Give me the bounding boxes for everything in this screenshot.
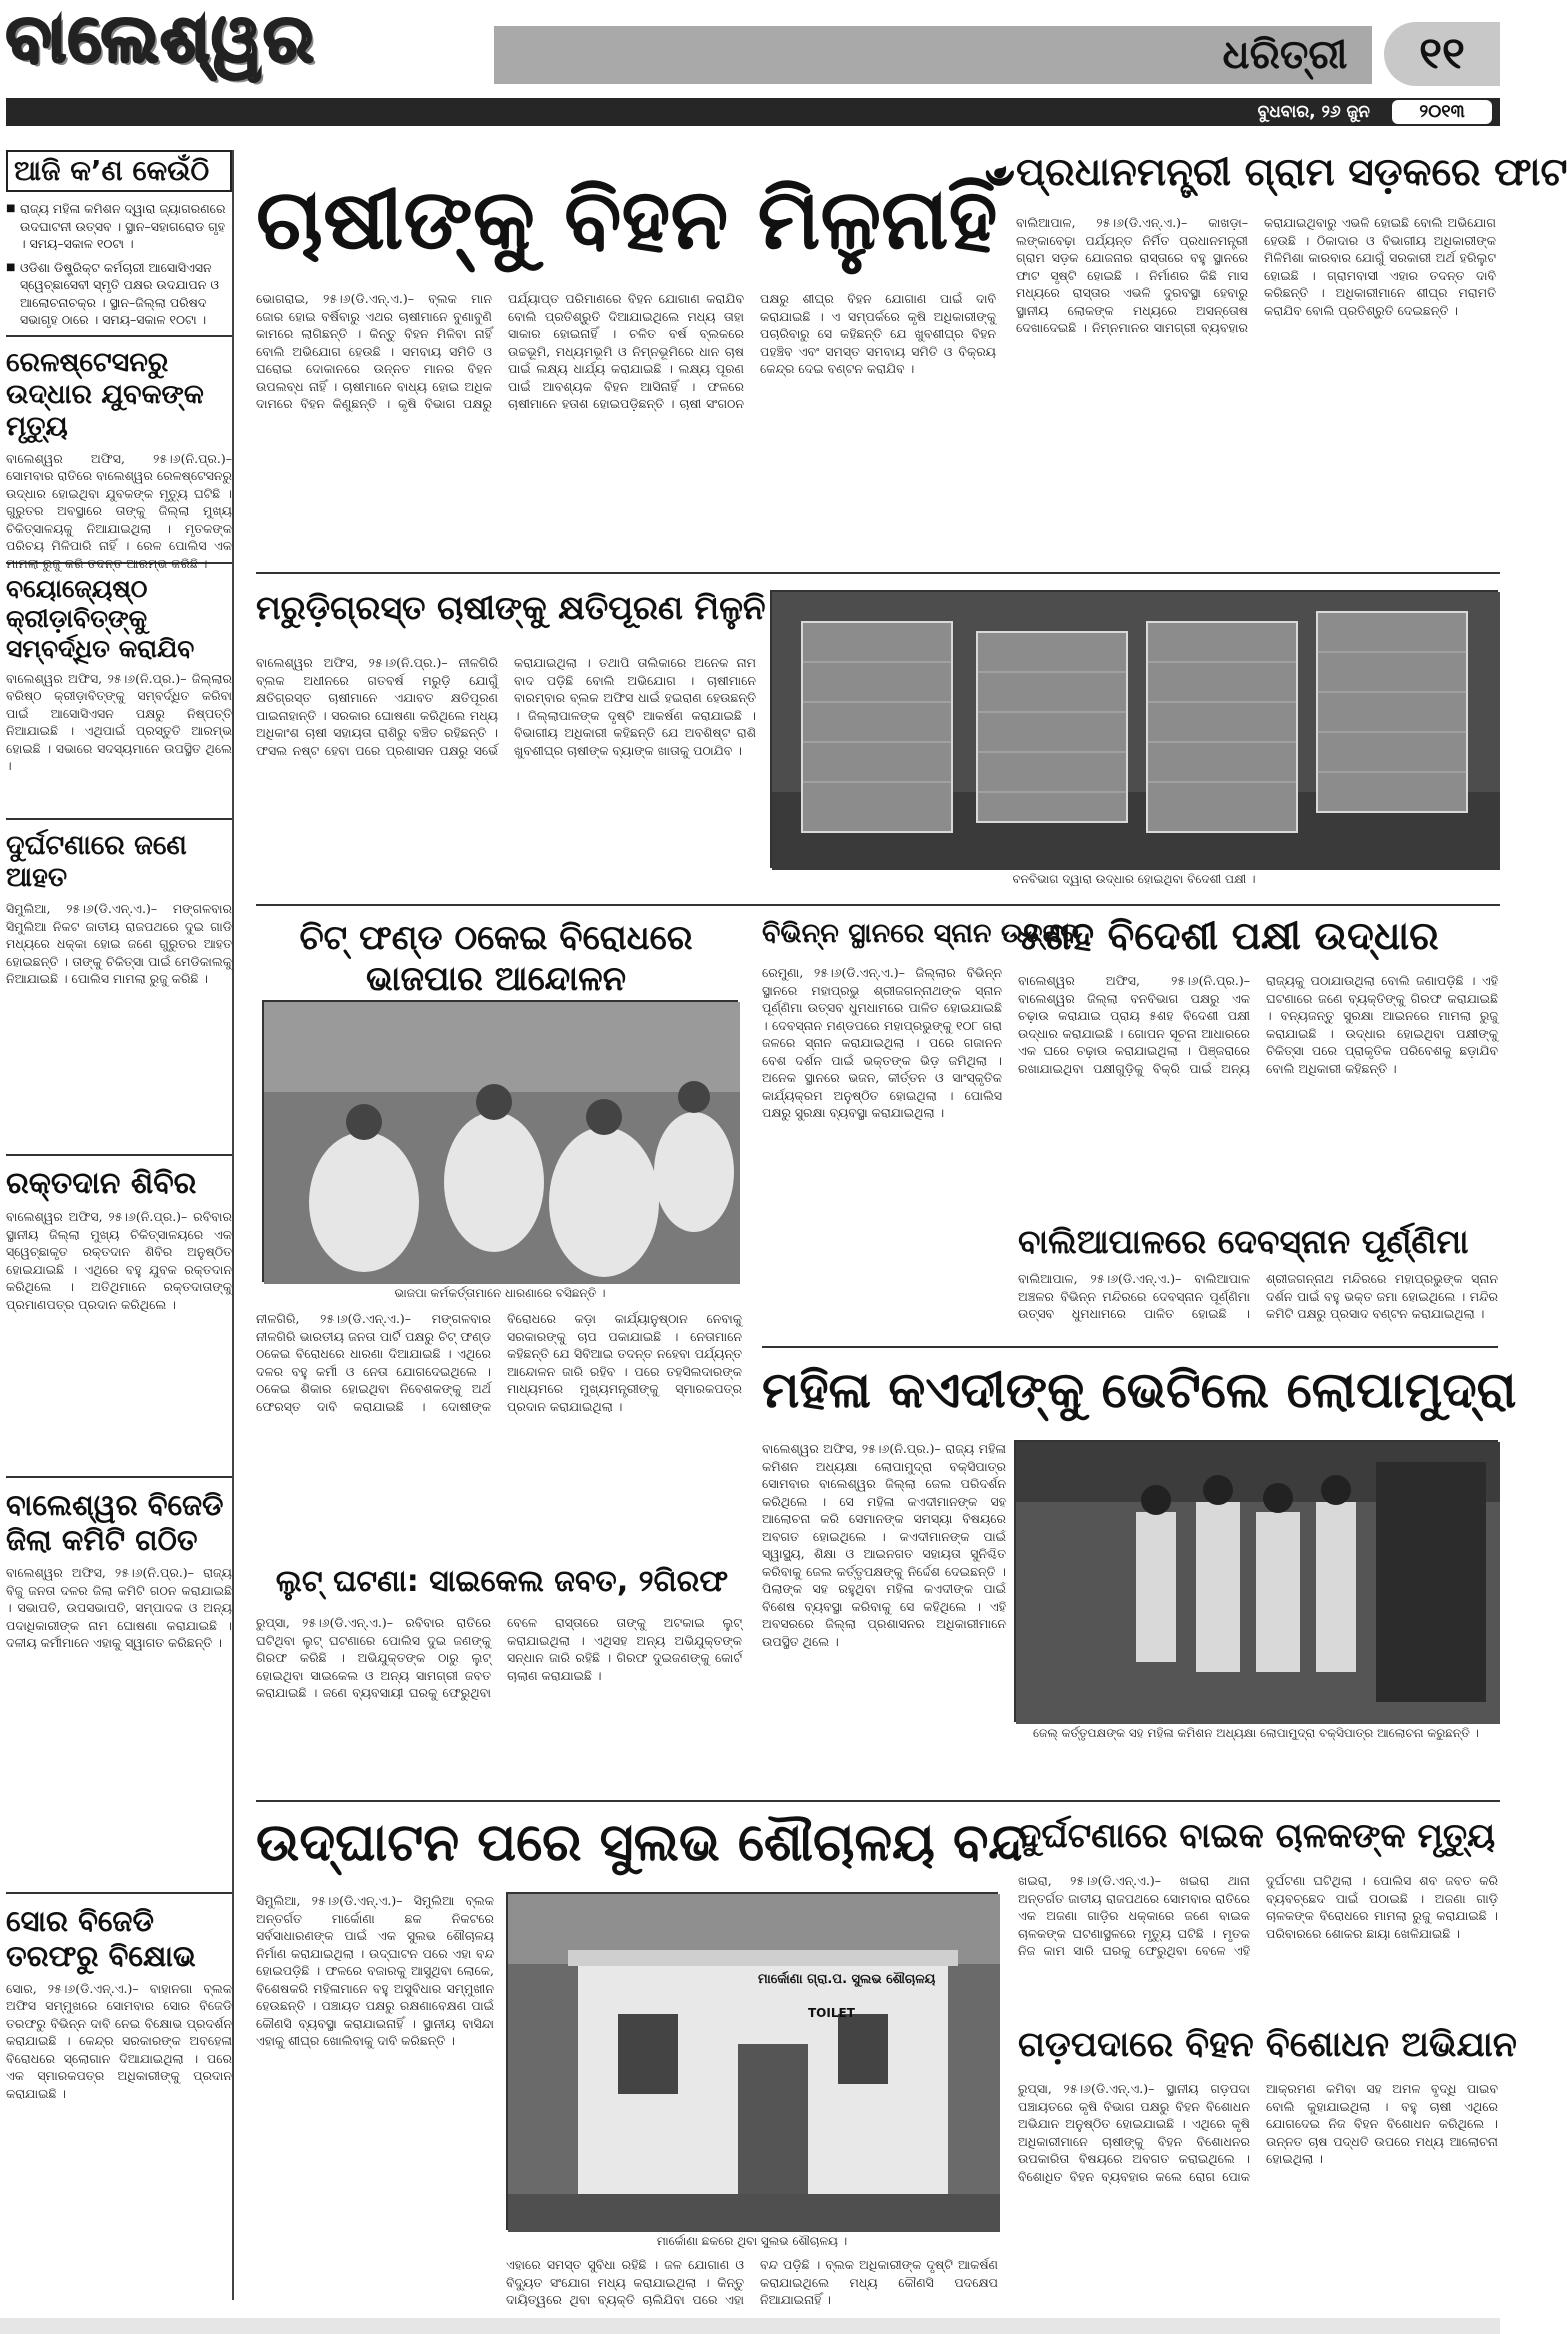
lead-headline: ଚାଷୀଙ୍କୁ ବିହନ ମିଳୁନାହିଁ [256, 170, 998, 268]
drought-headline: ମରୁଡ଼ିଗ୍ରସ୍ତ ଚାଷୀଙ୍କୁ କ୍ଷତିପୂରଣ ମିଳୁନି [256, 588, 766, 627]
birds-body: ବାଲେଶ୍ୱର ଅଫିସ, ୨୫।୬(ନି.ପ୍ର.)– ବାଲେଶ୍ୱର ଜିଲ୍ଲା ବନବିଭାଗ ପକ୍ଷରୁ ଏକ ଚଢ଼ାଉ କରାଯାଇ ପ୍ରାୟ ୫ଶହ ବିଦେଶୀ ପକ୍ଷୀ ଉଦ୍ଧାର କରାଯାଇଛି । ଗୋପନ ସୂଚନା ଆଧାରରେ ଏକ ଘରେ ଚଢ଼ାଉ କରାଯାଇଥିଲା । ପିଞ୍ଜରାରେ ରଖାଯାଇଥିବା ପକ୍ଷୀଗୁଡ଼ିକୁ ବିକ୍ରି ପାଇଁ ଅନ୍ୟ ରାଜ୍ୟକୁ ପଠାଯାଉଥିଲା ବୋଲି ଜଣାପଡ଼ିଛି । ଏହି ଘଟଣାରେ ଜଣେ ବ୍ୟକ୍ତିଙ୍କୁ ଗିରଫ କରାଯାଇଛି । ବନ୍ୟଜନ୍ତୁ ସୁରକ୍ଷା ଆଇନରେ ମାମଲା ରୁଜୁ କରାଯାଇଛି । ଉଦ୍ଧାର ହୋଇଥିବା ପକ୍ଷୀଙ୍କୁ ଚିକିତ୍ସା ପରେ ପ୍ରାକୃତିକ ପରିବେଶକୁ ଛଡ଼ାଯିବ ବୋଲି ଅଧିକାରୀ କହିଛନ୍ତି । [1018, 973, 1498, 1076]
bathing-headline: ବିଭିନ୍ନ ସ୍ଥାନରେ ସ୍ନାନ ଉତ୍ସବ [762, 918, 1079, 949]
women-body: ବାଲେଶ୍ୱର ଅଫିସ, ୨୫।୬(ନି.ପ୍ର.)– ରାଜ୍ୟ ମହିଳା କମିଶନ ଅଧ୍ୟକ୍ଷା ଲୋପାମୁଦ୍ରା ବକ୍ସିପାତ୍ର ସୋମବାର ବାଲେଶ୍ୱର ଜିଲ୍ଲା ଜେଲ ପରିଦର୍ଶନ କରିଥିଲେ । ସେ ମହିଳା କଏଦୀମାନଙ୍କ ସହ ଆଲୋଚନା କରି ସେମାନଙ୍କ ସମସ୍ୟା ବିଷୟରେ ଅବଗତ ହୋଇଥିଲେ । କଏଦୀମାନଙ୍କ ପାଇଁ ସ୍ୱାସ୍ଥ୍ୟ, ଶିକ୍ଷା ଓ ଆଇନଗତ ସହାୟତା ସୁନିଶ୍ଚିତ କରିବାକୁ ଜେଲ କର୍ତ୍ତୃପକ୍ଷଙ୍କୁ ନିର୍ଦ୍ଦେଶ ଦେଇଛନ୍ତି । ପିଲାଙ୍କ ସହ ରହୁଥିବା ମହିଳା କଏଦୀଙ୍କ ପାଇଁ ବିଶେଷ ବ୍ୟବସ୍ଥା କରିବାକୁ ସେ କହିଥିଲେ । ଏହି ଅବସରରେ ଜିଲ୍ଲା ପ୍ରଶାସନର ଅଧିକାରୀମାନେ ଉପସ୍ଥିତ ଥିଲେ । [762, 1441, 1006, 1649]
story-body: ସୋର, ୨୫।୬(ଡି.ଏନ୍.ଏ.)– ବାହାନଗା ବ୍ଲକ ଅଫିସ ସମ୍ମୁଖରେ ସୋମବାର ସୋର ବିଜେଡି ତରଫରୁ ବିଭିନ୍ନ ଦାବି ନେଇ ବିକ୍ଷୋଭ ପ୍ରଦର୍ଶନ କରାଯାଇଛି । କେନ୍ଦ୍ର ସରକାରଙ୍କ ଅବହେଳା ବିରୋଧରେ ସ୍ଲୋଗାନ ଦିଆଯାଇଥିଲା । ପରେ ଏକ ସ୍ମାରକପତ୍ର ଅଧିକାରୀଙ୍କୁ ପ୍ରଦାନ କରାଯାଇଛି । [6, 1980, 232, 2101]
chitfund-photo-caption: ଭାଜପା କର୍ମକର୍ତ୍ତାମାନେ ଧାରଣାରେ ବସିଛନ୍ତି । [394, 1286, 606, 1300]
page-number: ୧୧ [1384, 22, 1500, 86]
divider [256, 1800, 1500, 1802]
divider [762, 1346, 1498, 1348]
women-headline: ମହିଳା କଏଦୀଙ୍କୁ ଭେଟିଲେ ଲୋପାମୁଦ୍ରା [762, 1361, 1517, 1419]
toilet-headline: ଉଦ୍‌ଘାଟନ ପରେ ସୁଲଭ ଶୌଚାଳୟ ବନ୍ଦ [256, 1813, 1028, 1873]
birds-photo-caption: ବନବିଭାଗ ଦ୍ୱାରା ଉଦ୍ଧାର ହୋଇଥିବା ବିଦେଶୀ ପକ୍ଷୀ । [1012, 872, 1256, 886]
bathing-body: ରେମୁଣା, ୨୫।୬(ଡି.ଏନ୍.ଏ.)– ଜିଲ୍ଲାର ବିଭିନ୍ନ ସ୍ଥାନରେ ମହାପ୍ରଭୁ ଶ୍ରୀଜଗନ୍ନାଥଙ୍କ ସ୍ନାନ ପୂର୍ଣ୍ଣିମା ଉତ୍ସବ ଧୁମଧାମରେ ପାଳିତ ହୋଇଯାଇଛି । ଦେବସ୍ନାନ ମଣ୍ଡପରେ ମହାପ୍ରଭୁଙ୍କୁ ୧୦୮ ଗରା ଜଳରେ ସ୍ନାନ କରାଯାଇଥିଲା । ପରେ ଗଜାନନ ବେଶ ଦର୍ଶନ ପାଇଁ ଭକ୍ତଙ୍କ ଭିଡ଼ ଜମିଥିଲା । ଅନେକ ସ୍ଥାନରେ ଭଜନ, କୀର୍ତ୍ତନ ଓ ସାଂସ୍କୃତିକ କାର୍ଯ୍ୟକ୍ରମ ଅନୁଷ୍ଠିତ ହୋଇଥିଲା । ପୋଲିସ ପକ୍ଷରୁ ସୁରକ୍ଷା ବ୍ୟବସ୍ଥା କରାଯାଇଥିଲା । [762, 965, 1002, 1120]
story-body: ବାଲେଶ୍ୱର ଅଫିସ, ୨୫।୬(ନି.ପ୍ର.)– ଜିଲ୍ଲାର ବରିଷ୍ଠ କ୍ରୀଡ଼ାବିତ୍‌ଙ୍କୁ ସମ୍ବର୍ଦ୍ଧିତ କରିବା ପାଇଁ ଆସୋସିଏସନ ପକ୍ଷରୁ ନିଷ୍ପତ୍ତି ନିଆଯାଇଛି । ଏଥିପାଇଁ ପ୍ରସ୍ତୁତି ଆରମ୍ଭ ହୋଇଛି । ସଭାରେ ସଦସ୍ୟମାନେ ଉପସ୍ଥିତ ଥିଲେ । [6, 670, 232, 774]
issue-date: ବୁଧବାର, ୨୬ ଜୁନ [1257, 102, 1370, 122]
event-item: ■ ଓଡିଶା ଡିଷ୍ଟ୍ରିକ୍ଟ କର୍ମଚାରୀ ଆସୋସିଏସନ ସ୍ୱେଚ୍ଛାସେବୀ ସ୍ମୃତି ପକ୍ଷର ଉଦଯାପନ ଓ ଆଲୋଚନାଚକ୍ର । ସ୍ଥାନ–ଜିଲ୍ଲା ପରିଷଦ ସଭାଗୃହ ଠାରେ । ସମୟ–ସକାଳ ୧୦ଟା । [6, 259, 232, 329]
story-headline: ସୋର ବିଜେଡି ତରଫରୁ ବିକ୍ଷୋଭ [6, 1904, 196, 1973]
pmgsy-body: ବାଲିଆପାଳ, ୨୫।୬(ଡି.ଏନ୍.ଏ.)– କାଖଡ଼ା–ଲଙ୍କାବେଢ଼ା ପର୍ଯ୍ୟନ୍ତ ନିର୍ମିତ ପ୍ରଧାନମନ୍ତ୍ରୀ ଗ୍ରାମ ସଡ଼କ ଯୋଜନାର ରାସ୍ତାରେ ବହୁ ସ୍ଥାନରେ ଫାଟ ସୃଷ୍ଟି ହୋଇଛି । ନିର୍ମାଣର କିଛି ମାସ ମଧ୍ୟରେ ରାସ୍ତାର ଏଭଳି ଦୁରବସ୍ଥା ହେବାରୁ ସ୍ଥାନୀୟ ଲୋକଙ୍କ ମଧ୍ୟରେ ଅସନ୍ତୋଷ ଦେଖାଦେଇଛି । ନିମ୍ନମାନର ସାମଗ୍ରୀ ବ୍ୟବହାର କରାଯାଇଥିବାରୁ ଏଭଳି ହୋଇଛି ବୋଲି ଅଭିଯୋଗ ହେଉଛି । ଠିକାଦାର ଓ ବିଭାଗୀୟ ଅଧିକାରୀଙ୍କ ମିଳିମିଶା କାରବାର ଯୋଗୁଁ ସରକାରୀ ଅର୍ଥ ହରିଲୁଟ ହୋଇଛି । ଗ୍ରାମବାସୀ ଏହାର ତଦନ୍ତ ଦାବି କରିଛନ୍ତି । ଅଧିକାରୀମାନେ ଶୀଘ୍ର ମରାମତି କରାଯିବ ବୋଲି ପ୍ରତିଶ୍ରୁତି ଦେଇଛନ୍ତି । [1016, 215, 1496, 335]
page-footer-band [0, 2318, 1500, 2334]
women-photo-caption: ଜେଲ୍ କର୍ତ୍ତୃପକ୍ଷଙ୍କ ସହ ମହିଳା କମିଶନ ଅଧ୍ୟକ୍ଷା ଲୋପାମୁଦ୍ରା ବକ୍ସିପାତ୍ର ଆଲୋଚନା କରୁଛନ୍ତି । [1033, 1726, 1479, 1740]
loot-body: ରୁପ୍ସା, ୨୫।୬(ଡି.ଏନ୍.ଏ.)– ରବିବାର ରାତିରେ ଘଟିଥିବା ଲୁଟ୍ ଘଟଣାରେ ପୋଲିସ ଦୁଇ ଜଣଙ୍କୁ ଗିରଫ କରିଛି । ଅଭିଯୁକ୍ତଙ୍କ ଠାରୁ ଲୁଟ୍ ହୋଇଥିବା ସାଇକେଲ ଓ ଅନ୍ୟ ସାମଗ୍ରୀ ଜବତ କରାଯାଇଛି । ଜଣେ ବ୍ୟବସାୟୀ ଘରକୁ ଫେରୁଥିବା ବେଳେ ରାସ୍ତାରେ ତାଙ୍କୁ ଅଟକାଇ ଲୁଟ୍ କରାଯାଇଥିଲା । ଏଥିସହ ଅନ୍ୟ ଅଭିଯୁକ୍ତଙ୍କ ସନ୍ଧାନ ଜାରି ରହିଛି । ଗିରଫ ଦୁଇଜଣଙ୍କୁ କୋର୍ଟ ଚାଲାଣ କରାଯାଇଛି । [256, 1615, 742, 1700]
divider [6, 335, 232, 337]
left-sidebar [6, 150, 234, 2300]
seed-drive-headline: ଗଡ଼ପଦାରେ ବିହନ ବିଶୋଧନ ଅଭିଯାନ [1018, 2025, 1517, 2065]
toilet-sign-en: TOILET [808, 2006, 855, 2020]
toilet-sign: ମାର୍କୋଣା ଗ୍ରା.ପ. ସୁଲଭ ଶୌଚାଳୟ [758, 1972, 936, 1987]
chitfund-headline: ଚିଟ୍ ଫଣ୍ଡ ଠକେଇ ବିରୋଧରେ ଭାଜପାର ଆନ୍ଦୋଳନ [299, 918, 693, 999]
story-headline: ବୟୋଜ୍ୟେଷ୍ଠ କ୍ରୀଡ଼ାବିତ୍‌ଙ୍କୁ ସମ୍ବର୍ଦ୍ଧିତ କରାଯିବ [6, 573, 195, 663]
loot-headline: ଲୁଟ୍ ଘଟଣା: ସାଇକେଲ ଜବତ, ୨ଗିରଫ [275, 1564, 729, 1599]
whats-on-heading: ଆଜି କ’ଣ କେଉଁଠି [6, 150, 232, 192]
baliapal-headline: ବାଲିଆପାଳରେ ଦେବସ୍ନାନ ପୂର୍ଣ୍ଣିମା [1018, 1222, 1469, 1261]
story-headline: ରକ୍ତଦାନ ଶିବିର [6, 1166, 197, 1202]
bike-body: ଖଇରା, ୨୫।୬(ଡି.ଏନ୍.ଏ.)– ଖଇରା ଥାନା ଅନ୍ତର୍ଗତ ଜାତୀୟ ରାଜପଥରେ ସୋମବାର ରାତିରେ ଏକ ଅଜଣା ଗାଡ଼ିର ଧକ୍କାରେ ଜଣେ ବାଇକ ଚାଳକଙ୍କ ଘଟଣାସ୍ଥଳରେ ମୃତ୍ୟୁ ଘଟିଛି । ମୃତକ ନିଜ କାମ ସାରି ଘରକୁ ଫେରୁଥିବା ବେଳେ ଏହି ଦୁର୍ଘଟଣା ଘଟିଥିଲା । ପୋଲିସ ଶବ ଜବତ କରି ବ୍ୟବଚ୍ଛେଦ ପାଇଁ ପଠାଇଛି । ଅଜଣା ଗାଡ଼ି ଚାଳକଙ୍କ ବିରୋଧରେ ମାମଲା ରୁଜୁ କରାଯାଇଛି । ପରିବାରରେ ଶୋକର ଛାୟା ଖେଳିଯାଇଛି । [1018, 1873, 1498, 1958]
section-name: ଧରିତ୍ରୀ [1222, 32, 1348, 78]
story-headline: ରେଳଷ୍ଟେସନରୁ ଉଦ୍ଧାର ଯୁବକଙ୍କ ମୃତ୍ୟୁ [6, 346, 204, 443]
toilet-body-left: ସିମୁଲିଆ, ୨୫।୬(ଡି.ଏନ୍.ଏ.)– ସିମୁଲିଆ ବ୍ଲକ ଅନ୍ତର୍ଗତ ମାର୍କୋଣା ଛକ ନିକଟରେ ସର୍ବସାଧାରଣଙ୍କ ପାଇଁ ଏକ ସୁଲଭ ଶୌଚାଳୟ ନିର୍ମାଣ କରାଯାଇଥିଲା । ଉଦ୍‌ଘାଟନ ପରେ ଏହା ବନ୍ଦ ହୋଇପଡ଼ିଛି । ଫଳରେ ବଜାରକୁ ଆସୁଥିବା ଲୋକେ, ବିଶେଷକରି ମହିଳାମାନେ ବହୁ ଅସୁବିଧାର ସମ୍ମୁଖୀନ ହେଉଛନ୍ତି । ପଞ୍ଚାୟତ ପକ୍ଷରୁ ରକ୍ଷଣାବେକ୍ଷଣ ପାଇଁ କୌଣସି ବ୍ୟବସ୍ଥା କରାଯାଇନାହିଁ । ସ୍ଥାନୀୟ ବାସିନ୍ଦା ଏହାକୁ ଶୀଘ୍ର ଖୋଲିବାକୁ ଦାବି କରିଛନ୍ତି । [256, 1893, 494, 2048]
birds-photo [770, 590, 1498, 868]
masthead-title: ବାଲେଶ୍ୱର [6, 0, 316, 77]
story-headline: ବାଲେଶ୍ୱର ବିଜେଡି ଜିଲା କମିଟି ଗଠିତ [6, 1488, 224, 1558]
lead-body: ଭୋଗରାଇ, ୨୫।୬(ଡି.ଏନ୍.ଏ.)– ବ୍ଲକ ମାନ ଜୋର ହୋଇ ବର୍ଷିବାରୁ ଏଥର ଚାଷୀମାନେ ବୁଣାବୁଣି କାମରେ ଲାଗିଛନ୍ତି । କିନ୍ତୁ ବିହନ ମିଳିବା ନାହିଁ ବୋଲି ଅଭିଯୋଗ ହେଉଛି । ସମବାୟ ସମିତି ଓ ଘରୋଇ ଦୋକାନରେ ଉନ୍ନତ ମାନର ବିହନ ଉପଲବ୍ଧ ନାହିଁ । ଚାଷୀମାନେ ବାଧ୍ୟ ହୋଇ ଅଧିକ ଦାମରେ ବିହନ କିଣୁଛନ୍ତି । କୃଷି ବିଭାଗ ପକ୍ଷରୁ ପର୍ଯ୍ୟାପ୍ତ ପରିମାଣରେ ବିହନ ଯୋଗାଣ କରାଯିବ ବୋଲି ପ୍ରତିଶ୍ରୁତି ଦିଆଯାଇଥିଲେ ମଧ୍ୟ ତାହା ସାକାର ହୋଇନାହିଁ । ଚଳିତ ବର୍ଷ ବ୍ଲକରେ ଉଚ୍ଚଭୂମି, ମଧ୍ୟମଭୂମି ଓ ନିମ୍ନଭୂମିରେ ଧାନ ଚାଷ ପାଇଁ ଲକ୍ଷ୍ୟ ଧାର୍ଯ୍ୟ କରାଯାଇଛି । ଲକ୍ଷ୍ୟ ପୂରଣ ପାଇଁ ଆବଶ୍ୟକ ବିହନ ଆସିନାହିଁ । ଫଳରେ ଚାଷୀମାନେ ହତାଶ ହୋଇପଡ଼ିଛନ୍ତି । ଚାଷୀ ସଂଗଠନ ପକ୍ଷରୁ ଶୀଘ୍ର ବିହନ ଯୋଗାଣ ପାଇଁ ଦାବି କରାଯାଇଛି । ଏ ସମ୍ପର୍କରେ କୃଷି ଅଧିକାରୀଙ୍କୁ ପଚାରିବାରୁ ସେ କହିଛନ୍ତି ଯେ ଖୁବଶୀଘ୍ର ବିହନ ପହଞ୍ଚିବ ଏବଂ ସମସ୍ତ ସମବାୟ ସମିତି ଓ ବିକ୍ରୟ କେନ୍ଦ୍ର ଦେଇ ବଣ୍ଟନ କରାଯିବ । [256, 291, 996, 411]
divider [256, 572, 1500, 574]
divider [6, 818, 232, 820]
bike-headline: ଦୁର୍ଘଟଣାରେ ବାଇକ ଚାଳକଙ୍କ ମୃତ୍ୟୁ [1018, 1816, 1496, 1856]
event-item: ■ ରାଜ୍ୟ ମହିଳା କମିଶନ ଦ୍ୱାରା ଜ୍ୟାଗରଣରେ ଉଦଘାଟନୀ ଉତ୍ସବ । ସ୍ଥାନ–ସହାଗରୋଡ ଗୃହ । ସମୟ–ସକାଳ ୧୦ଟା । [6, 200, 232, 253]
story-body: ବାଲେଶ୍ୱର ଅଫିସ, ୨୫।୬(ନି.ପ୍ର.)– ରବିବାର ସ୍ଥାନୀୟ ଜିଲ୍ଲା ମୁଖ୍ୟ ଚିକିତ୍ସାଳୟରେ ଏକ ସ୍ୱେଚ୍ଛାକୃତ ରକ୍ତଦାନ ଶିବିର ଅନୁଷ୍ଠିତ ହୋଇଯାଇଛି । ଏଥିରେ ବହୁ ଯୁବକ ରକ୍ତଦାନ କରିଥିଲେ । ଅତିଥିମାନେ ରକ୍ତଦାତାଙ୍କୁ ପ୍ରମାଣପତ୍ର ପ୍ରଦାନ କରିଥିଲେ । [6, 1209, 232, 1312]
divider [256, 904, 1500, 906]
bird-cages-image [772, 592, 1500, 870]
baliapal-body: ବାଲିଆପାଳ, ୨୫।୬(ଡି.ଏନ୍.ଏ.)– ବାଲିଆପାଳ ଅଞ୍ଚଳର ବିଭିନ୍ନ ମନ୍ଦିରରେ ଦେବସ୍ନାନ ପୂର୍ଣ୍ଣିମା ଉତ୍ସବ ଧୁମଧାମରେ ପାଳିତ ହୋଇଛି । ଶ୍ରୀଜଗନ୍ନାଥ ମନ୍ଦିରରେ ମହାପ୍ରଭୁଙ୍କ ସ୍ନାନ ଦର୍ଶନ ପାଇଁ ବହୁ ଭକ୍ତ ଜମା ହୋଇଥିଲେ । ମନ୍ଦିର କମିଟି ପକ୍ଷରୁ ପ୍ରସାଦ ବଣ୍ଟନ କରାଯାଇଥିଲା । [1018, 1271, 1498, 1321]
chitfund-photo [262, 1000, 738, 1282]
story-body: ବାଲେଶ୍ୱର ଅଫିସ, ୨୫।୬(ନି.ପ୍ର.)– ରାଜ୍ୟ ବିଜୁ ଜନତା ଦଳର ଜିଲା କମିଟି ଗଠନ କରାଯାଇଛି । ସଭାପତି, ଉପସଭାପତି, ସମ୍ପାଦକ ଓ ଅନ୍ୟ ପଦାଧିକାରୀଙ୍କ ନାମ ଘୋଷଣା କରାଯାଇଛି । ଦଳୀୟ କର୍ମୀମାନେ ଏହାକୁ ସ୍ୱାଗତ କରିଛନ୍ତି । [6, 1565, 232, 1651]
story-headline: ଦୁର୍ଘଟଣାରେ ଜଣେ ଆହତ [6, 829, 187, 894]
divider [6, 1154, 232, 1156]
toilet-photo [506, 1892, 998, 2230]
birds-headline: ୫ଶହ ବିଦେଶୀ ପକ୍ଷୀ ଉଦ୍ଧାର [1018, 914, 1439, 959]
story-body: ବାଲେଶ୍ୱର ଅଫିସ, ୨୫।୬(ନି.ପ୍ର.)– ସୋମବାର ରାତିରେ ବାଲେଶ୍ୱର ରେଳଷ୍ଟେସନରୁ ଉଦ୍ଧାର ହୋଇଥିବା ଯୁବକଙ୍କ ମୃତ୍ୟୁ ଘଟିଛି । ଗୁରୁତର ଅବସ୍ଥାରେ ତାଙ୍କୁ ଜିଲ୍ଲା ମୁଖ୍ୟ ଚିକିତ୍ସାଳୟକୁ ନିଆଯାଇଥିଲା । ମୃତକଙ୍କ ପରିଚୟ ମିଳିପାରି ନାହିଁ । ରେଳ ପୋଲିସ ଏକ ମାମଲା ରୁଜୁ କରି ତଦନ୍ତ ଆରମ୍ଭ କରିଛି । [6, 450, 232, 571]
women-photo [1014, 1440, 1498, 1722]
toilet-body-right: ଏହାରେ ସମସ୍ତ ସୁବିଧା ରହିଛି । ଜଳ ଯୋଗାଣ ଓ ବିଦ୍ୟୁତ ସଂଯୋଗ ମଧ୍ୟ କରାଯାଇଥିଲା । କିନ୍ତୁ ଦାୟିତ୍ୱରେ ଥିବା ବ୍ୟକ୍ତି ଚାଲିଯିବା ପରେ ଏହା ବନ୍ଦ ପଡ଼ିଛି । ବ୍ଲକ ଅଧିକାରୀଙ୍କ ଦୃଷ୍ଟି ଆକର୍ଷଣ କରାଯାଇଥିଲେ ମଧ୍ୟ କୌଣସି ପଦକ୍ଷେପ ନିଆଯାଇନାହିଁ । [506, 2257, 998, 2307]
pmgsy-headline: ପ୍ରଧାନମନ୍ତ୍ରୀ ଗ୍ରାମ ସଡ଼କରେ ଫାଟ [1016, 150, 1567, 195]
divider [6, 1476, 232, 1478]
divider [6, 1892, 232, 1894]
story-body: ସିମୁଲିଆ, ୨୫।୬(ଡି.ଏନ୍.ଏ.)– ମଙ୍ଗଳବାର ସିମୁଲିଆ ନିକଟ ଜାତୀୟ ରାଜପଥରେ ଦୁଇ ଗାଡି ମଧ୍ୟରେ ଧକ୍କା ହୋଇ ଜଣେ ଗୁରୁତର ଆହତ ହୋଇଛନ୍ତି । ତାଙ୍କୁ ଚିକିତ୍ସା ପାଇଁ ମେଡିକାଲକୁ ନିଆଯାଇଛି । ପୋଲିସ ମାମଲା ରୁଜୁ କରିଛି । [6, 901, 232, 987]
protest-sit-in-image [264, 1002, 740, 1284]
chitfund-body: ନୀଳଗିରି, ୨୫।୬(ଡି.ଏନ୍.ଏ.)– ମଙ୍ଗଳବାର ନୀଳଗିରି ଭାରତୀୟ ଜନତା ପାର୍ଟି ପକ୍ଷରୁ ଚିଟ୍ ଫଣ୍ଡ ଠକେଇ ବିରୋଧରେ ଧାରଣା ଦିଆଯାଇଛି । ଏଥିରେ ଦଳର ବହୁ କର୍ମୀ ଓ ନେତା ଯୋଗଦେଇଥିଲେ । ଠକେଇ ଶିକାର ହୋଇଥିବା ନିବେଶକଙ୍କୁ ଅର୍ଥ ଫେରସ୍ତ ଦାବି କରାଯାଇଛି । ଦୋଷୀଙ୍କ ବିରୋଧରେ କଡ଼ା କାର୍ଯ୍ୟାନୁଷ୍ଠାନ ନେବାକୁ ସରକାରଙ୍କୁ ଚାପ ପକାଯାଇଛି । ନେତାମାନେ କହିଛନ୍ତି ଯେ ସିବିଆଇ ତଦନ୍ତ ନହେବା ପର୍ଯ୍ୟନ୍ତ ଆନ୍ଦୋଳନ ଜାରି ରହିବ । ପରେ ତହସିଲଦାରଙ୍କ ମାଧ୍ୟମରେ ମୁଖ୍ୟମନ୍ତ୍ରୀଙ୍କୁ ସ୍ମାରକପତ୍ର ପ୍ରଦାନ କରାଯାଇଥିଲା । [256, 1311, 742, 1414]
issue-year: ୨୦୧୩ [1392, 100, 1492, 124]
jail-visit-image [1016, 1442, 1500, 1724]
drought-body: ବାଲେଶ୍ୱର ଅଫିସ, ୨୫।୬(ନି.ପ୍ର.)– ନୀଳଗିରି ବ୍ଲକ ଅଧୀନରେ ଗତବର୍ଷ ମରୁଡ଼ି ଯୋଗୁଁ କ୍ଷତିଗ୍ରସ୍ତ ଚାଷୀମାନେ ଏଯାବତ କ୍ଷତିପୂରଣ ପାଇନାହାନ୍ତି । ସରକାର ଘୋଷଣା କରିଥିଲେ ମଧ୍ୟ ଅଧିକାଂଶ ଚାଷୀ ସହାୟତା ରାଶିରୁ ବଞ୍ଚିତ ରହିଛନ୍ତି । ଫସଲ ନଷ୍ଟ ହେବା ପରେ ପ୍ରଶାସନ ପକ୍ଷରୁ ସର୍ଭେ କରାଯାଇଥିଲା । ତଥାପି ତାଲିକାରେ ଅନେକ ନାମ ବାଦ ପଡ଼ିଛି ବୋଲି ଅଭିଯୋଗ । ଚାଷୀମାନେ ବାରମ୍ବାର ବ୍ଲକ ଅଫିସ ଧାଇଁ ହଇରାଣ ହେଉଛନ୍ତି । ଜିଲ୍ଲାପାଳଙ୍କ ଦୃଷ୍ଟି ଆକର୍ଷଣ କରାଯାଇଛି । ବିଭାଗୀୟ ଅଧିକାରୀ କହିଛନ୍ତି ଯେ ଅବଶିଷ୍ଟ ରାଶି ଖୁବଶୀଘ୍ର ଚାଷୀଙ୍କ ବ୍ୟାଙ୍କ ଖାତାକୁ ପଠାଯିବ । [256, 655, 756, 758]
seed-drive-body: ରୁପ୍ସା, ୨୫।୬(ଡି.ଏନ୍.ଏ.)– ସ୍ଥାନୀୟ ଗଡ଼ପଦା ପଞ୍ଚାୟତରେ କୃଷି ବିଭାଗ ପକ୍ଷରୁ ବିହନ ବିଶୋଧନ ଅଭିଯାନ ଅନୁଷ୍ଠିତ ହୋଇଯାଇଛି । ଏଥିରେ କୃଷି ଅଧିକାରୀମାନେ ଚାଷୀଙ୍କୁ ବିହନ ବିଶୋଧନର ଉପକାରିତା ବିଷୟରେ ଅବଗତ କରାଇଥିଲେ । ବିଶୋଧିତ ବିହନ ବ୍ୟବହାର କଲେ ରୋଗ ପୋକ ଆକ୍ରମଣ କମିବା ସହ ଅମଳ ବୃଦ୍ଧି ପାଇବ ବୋଲି କୁହାଯାଇଥିଲା । ବହୁ ଚାଷୀ ଏଥିରେ ଯୋଗଦେଇ ନିଜ ବିହନ ବିଶୋଧନ କରିଥିଲେ । ଉନ୍ନତ ଚାଷ ପଦ୍ଧତି ଉପରେ ମଧ୍ୟ ଆଲୋଚନା ହୋଇଥିଲା । [1018, 2081, 1498, 2184]
toilet-photo-caption: ମାର୍କୋଣା ଛକରେ ଥିବା ସୁଲଭ ଶୌଚାଳୟ । [656, 2234, 848, 2248]
toilet-building-image [508, 1894, 1000, 2232]
